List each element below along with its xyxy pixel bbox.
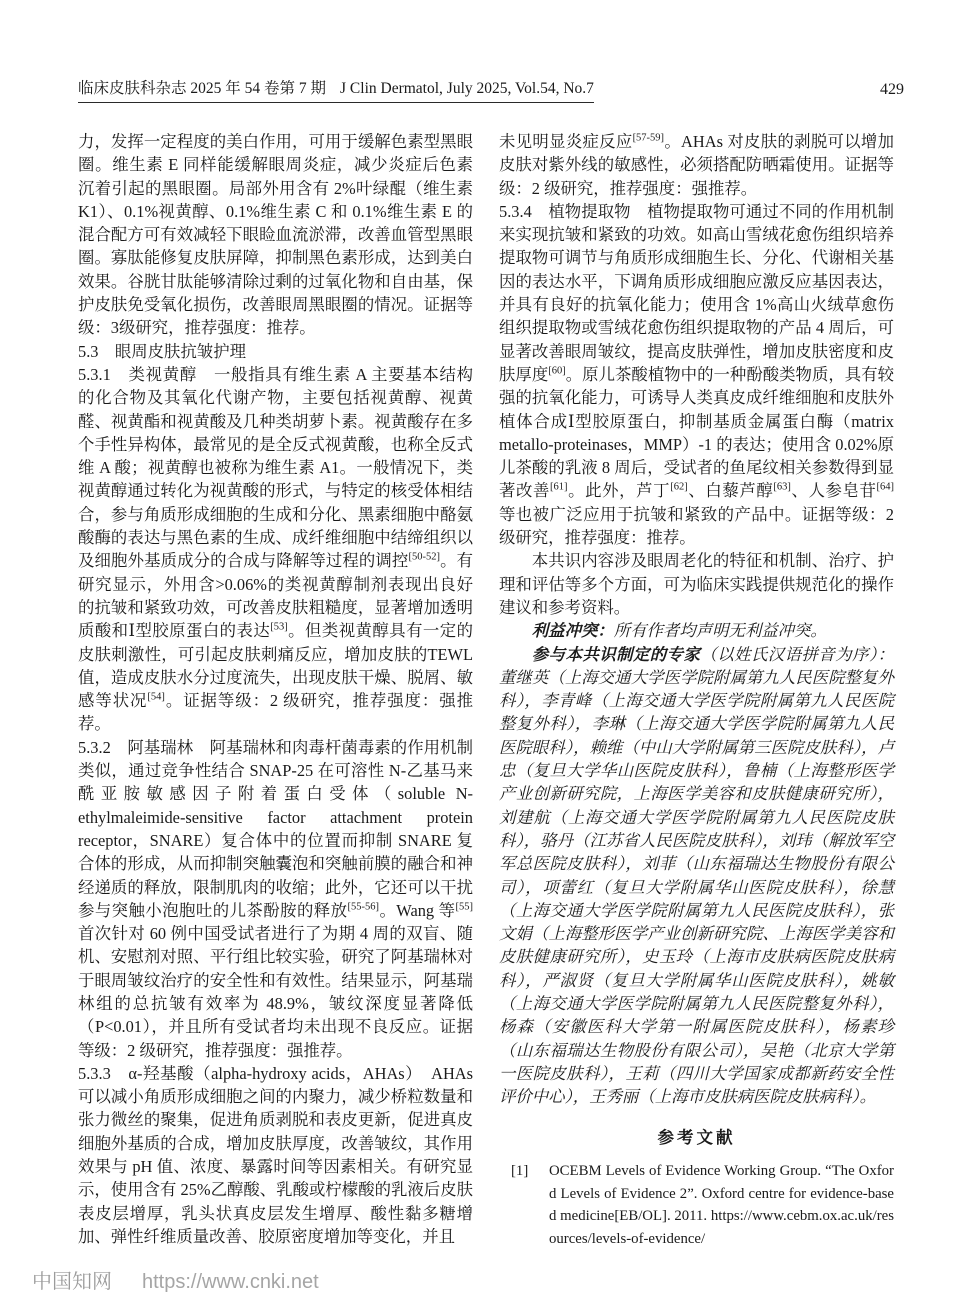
- text-run: 、白藜芦醇: [687, 481, 774, 501]
- citation-superscript: [57-59]: [632, 132, 665, 144]
- text-run: 。有研究显示，外用含>0.06%的类视黄醇制剂表现出良好的抗皱和紧致功效，可改善皮肤粗糙度，显著增加透明质酸和Ⅰ型胶原蛋白的表达: [78, 551, 474, 641]
- text-run: 。原儿茶酸植物中的一种酚酸类物质，具有较强的抗氧化能力，可诱导人类真皮成纤维细胞和皮肤外植体合成Ⅰ型胶原蛋白，抑制基质金属蛋白酶（matrix metallo-proteinases，MMP）-1 的表达；使用含 0.02%原儿茶酸的乳液 8 周后，受试者的鱼尾纹相关参数得到显著改善: [499, 364, 895, 501]
- paragraph: [499, 643, 894, 1109]
- journal-title-chinese: 临床皮肤科杂志 2025 年 54 卷第 7 期: [78, 80, 327, 97]
- reference-text: OCEBM Levels of Evidence Working Group. “The Oxford Levels of Evidence 2”. Oxford centre for evidence-based medicine[EB/OL]. 2011. https://www.cebm.ox.ac.uk/resources/levels-of-evidence/: [549, 1163, 894, 1247]
- journal-title-english: J Clin Dermatol, July 2025, Vol.54, No.7: [340, 80, 594, 97]
- text-run: 本共识内容涉及眼周老化的特征和机制、治疗、护理和评估等多个方面，可为临床实践提供规范化的操作建议和参考资料。: [499, 551, 894, 617]
- cnki-url: https://www.cnki.net: [142, 1271, 319, 1293]
- text-run: （以姓氏汉语拼音为序）：董继英（上海交通大学医学院附属第九人民医院整复外科），李青峰（上海交通大学医学院附属第九人民医院整复外科），李琳（上海交通大学医学院附属第九人民医院眼科），赖维（中山大学附属第三医院皮肤科），卢忠（复旦大学华山医院皮肤科），鲁楠（上海整形医学产业创新研究院，上海医学美容和皮肤健康研究所），刘建航（上海交通大学医学院附属第九人民医院皮肤科），骆丹（江苏省人民医院皮肤科），刘玮（解放军空军总医院皮肤科），刘菲（山东福瑞达生物股份有限公司），项蕾红（复旦大学附属华山医院皮肤科），徐慧（上海交通大学医学院附属第九人民医院皮肤科），张文娟（上海整形医学产业创新研究院、上海医学美容和皮肤健康研究所），史玉玲（上海市皮肤病医院皮肤病科），严淑贤（复旦大学附属华山医院皮肤科），姚敏（上海交通大学医学院附属第九人民医院整复外科），杨森（安徽医科大学第一附属医院皮肤科），杨素珍（山东福瑞达生物股份有限公司），吴艳（北京大学第一医院皮肤科），王莉（四川大学国家成都新药安全性评价中心），王秀丽（上海市皮肤病医院皮肤病科）。: [499, 644, 894, 1107]
- paragraph: [499, 619, 894, 642]
- text-run: 5.3 眼周皮肤抗皱护理: [78, 341, 247, 361]
- text-run: 。AHAs 对皮肤的剥脱可以增加皮肤对紫外线的敏感性，必须搭配防晒霜使用。证据等级：2 级研究，推荐强度：强推荐。: [499, 132, 894, 198]
- paragraph: [78, 1062, 473, 1248]
- journal-title: [78, 76, 594, 103]
- text-run: 参与本共识制定的专家: [531, 644, 701, 664]
- right-column: [499, 130, 894, 1250]
- text-run: 。此外，芦丁: [567, 481, 671, 501]
- page-number: 429: [880, 81, 904, 98]
- text-run: 力，发挥一定程度的美白作用，可用于缓解色素型黑眼圈。维生素 E 同样能缓解眼周炎症，减少炎症后色素沉着引起的黑眼圈。局部外用含有 2%叶绿醌（维生素K1）、0.1%视黄醇、0.1%维生素 C 和 0.1%维生素 E 的混合配方可有效减轻下眼睑血流淤滞，改善血管型黑眼圈。寡肽能修复皮肤屏障，抑制黑色素形成，达到美白效果。谷胱甘肽能够清除过剩的过氧化物和自由基，保护皮肤免受氧化损伤，改善眼周黑眼圈的情况。证据等级：3级研究，推荐强度：推荐。: [78, 132, 473, 338]
- text-run: 5.3.3 α-羟基酸（alpha-hydroxy acids，AHAs） AHAs可以减小角质形成细胞之间的内聚力，减少桥粒数量和张力微丝的聚集，促进角质剥脱和表皮更新，促进真皮细胞外基质的合成，增加皮肤厚度，改善皱纹，其作用效果与 pH 值、浓度、暴露时间等因素相关。有研究显示，使用含有 25%乙醇酸、乳酸或柠檬酸的乳液后皮肤表皮层增厚，乳头状真皮层发生增厚、酸性黏多糖增加、弹性纤维质量改善、胶原密度增加等变化，并且: [78, 1063, 473, 1246]
- reference-number: [1]: [511, 1163, 529, 1180]
- right-column-text: [499, 130, 894, 1108]
- citation-superscript: [55-56]: [347, 901, 379, 913]
- citation-superscript: [55]: [455, 901, 474, 913]
- text-run: 。证据等级：2 级研究，推荐强度：强推荐。: [78, 691, 474, 734]
- citation-superscript: [54]: [147, 691, 165, 703]
- text-run: 等也被广泛应用于抗皱和紧致的产品中。证据等级：2 级研究，推荐强度：推荐。: [499, 504, 894, 548]
- citation-superscript: [50-52]: [408, 551, 440, 563]
- citation-superscript: [63]: [773, 481, 791, 493]
- references-heading: 参考文献: [657, 1128, 736, 1148]
- references-list: [499, 1160, 894, 1250]
- citation-superscript: [61]: [550, 481, 568, 493]
- cnki-watermark: [32, 1265, 319, 1294]
- citation-superscript: [64]: [876, 481, 895, 493]
- citation-superscript: [62]: [670, 481, 688, 493]
- paragraph: [78, 363, 473, 736]
- text-run: 。但类视黄醇具有一定的皮肤刺激性，可引起皮肤刺痛反应，增加皮肤的TEWL值，造成皮肤水分过度流失，出现皮肤干燥、脱屑、敏感等状况: [78, 621, 473, 711]
- text-run: 5.3.2 阿基瑞林 阿基瑞林和肉毒杆菌毒素的作用机制类似，通过竞争性结合 SNAP-25 在可溶性 N-乙基马来酰亚胺敏感因子附着蛋白受体（soluble N-ethylmaleimide-sensitive factor attachment protein receptor，SNARE）复合体中的位置而抑制 SNARE 复合体的形成，从而抑制突触囊泡和突触前膜的融合和神经递质的释放，限制肌肉的收缩；此外，它还可以干扰参与突触小泡胞吐的儿茶酚胺的释放: [78, 737, 473, 920]
- text-run: 。Wang 等: [379, 900, 456, 920]
- text-run: 利益冲突：: [531, 621, 614, 641]
- citation-superscript: [53]: [270, 621, 288, 633]
- citation-superscript: [60]: [548, 365, 566, 377]
- text-run: 、人参皂苷: [790, 481, 877, 501]
- cnki-site-name: 中国知网: [32, 1271, 112, 1293]
- paragraph: [78, 340, 473, 363]
- article-body: [78, 130, 894, 1250]
- text-run: 首次针对 60 例中国受试者进行了为期 4 周的双盲、随机、安慰剂对照、平行组比较实验，研究了阿基瑞林对于眼周皱纹治疗的安全性和有效性。结果显示，阿基瑞林组的总抗皱有效率为 48.9%，皱纹深度显著降低（P<0.01），并且所有受试者均未出现不良反应。证据等级：2 级研究，推荐强度：强推荐。: [78, 924, 473, 1060]
- text-run: 5.3.4 植物提取物 植物提取物可通过不同的作用机制来实现抗皱和紧致的功效。如高山雪绒花愈伤组织培养提取物可调节与角质形成细胞生长、分化、代谢相关基因的表达水平，下调角质形成细胞应激反应基因表达，并具有良好的抗氧化能力；使用含 1%高山火绒草愈伤组织提取物或雪绒花愈伤组织提取物的产品 4 周后，可显著改善眼周皱纹，提高皮肤弹性，增加皮肤密度和皮肤厚度: [499, 201, 894, 384]
- page-header: [78, 76, 904, 103]
- paragraph: [499, 130, 894, 200]
- paragraph: [499, 200, 894, 549]
- paragraph: [78, 130, 473, 340]
- left-column: [78, 130, 473, 1250]
- reference-item: [499, 1160, 894, 1250]
- text-run: 所有作者均声明无利益冲突。: [613, 621, 827, 641]
- paragraph: [499, 549, 894, 619]
- text-run: 未见明显炎症反应: [499, 132, 633, 151]
- text-run: 5.3.1 类视黄醇 一般指具有维生素 A 主要基本结构的化合物及其氧化代谢产物，主要包括视黄醇、视黄醛、视黄酯和视黄酸及几种类胡萝卜素。视黄酸存在多个手性异构体，最常见的是全反式视黄酸，也称全反式维 A 酸；视黄醇也被称为维生素 A1。一般情况下，类视黄醇通过转化为视黄酸的形式，与特定的核受体相结合，参与角质形成细胞的生成和分化、黑素细胞中酪氨酸酶的表达与黑色素的生成、成纤维细胞中结缔组织以及细胞外基质成分的合成与降解等过程的调控: [78, 364, 473, 571]
- paragraph: [78, 736, 473, 1062]
